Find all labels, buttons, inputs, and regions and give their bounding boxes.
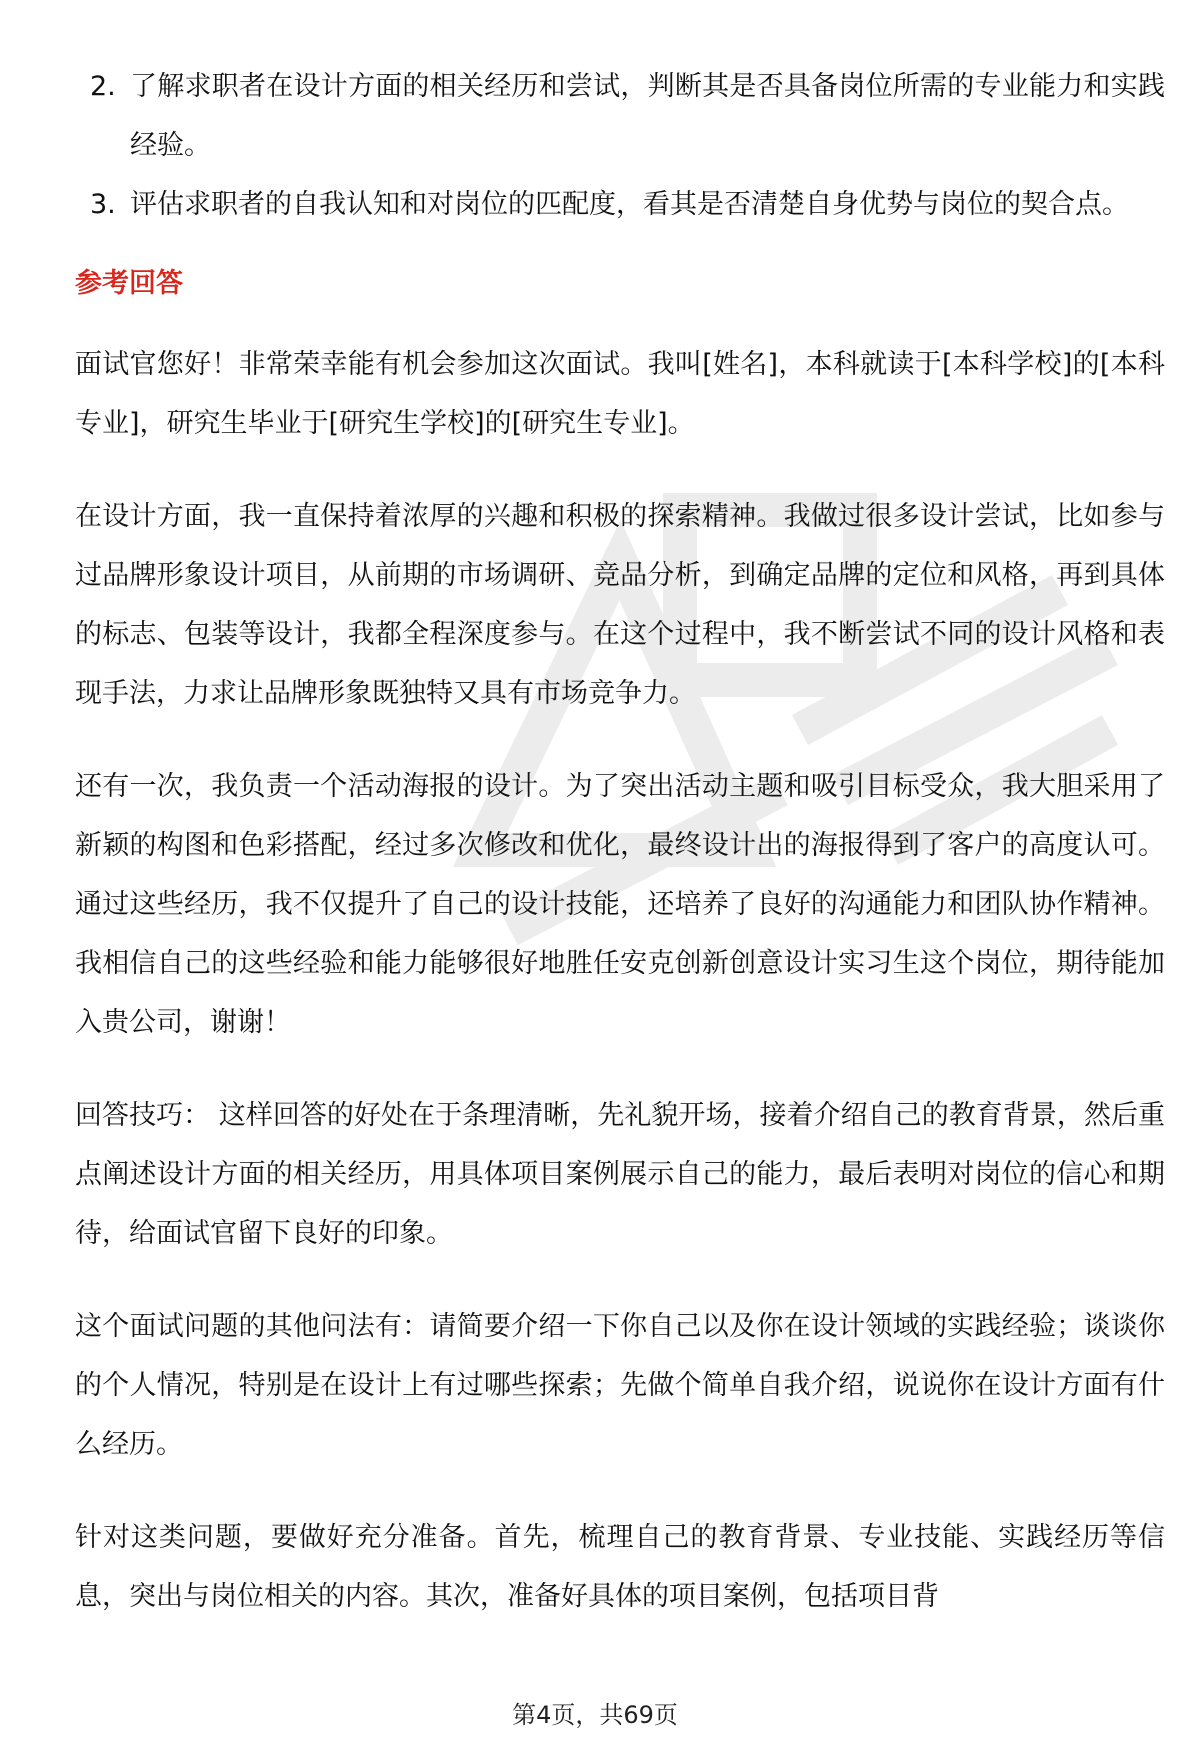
list-item (75, 57, 1165, 175)
page-footer: 第4页，共69页 (512, 1701, 678, 1729)
paragraph: 在设计方面，我一直保持着浓厚的兴趣和积极的探索精神。我做过很多设计尝试，比如参与过品牌形象设计项目，从前期的市场调研、竞品分析，到确定品牌的定位和风格，再到具体的标志、包装等设计，我都全程深度参与。在这个过程中，我不断尝试不同的设计风格和表现手法，力求让品牌形象既独特又具有市场竞争力。 (75, 501, 1165, 709)
list-item (75, 175, 1165, 234)
document-content (75, 57, 1165, 1660)
list-item-number: 2. (90, 71, 116, 102)
paragraph: 回答技巧： 这样回答的好处在于条理清晰，先礼貌开场，接着介绍自己的教育背景，然后重点阐述设计方面的相关经历，用具体项目案例展示自己的能力，最后表明对岗位的信心和期待，给面试官留下良好的印象。 (75, 1100, 1165, 1249)
paragraph: 这个面试问题的其他问法有：请简要介绍一下你自己以及你在设计领域的实践经验；谈谈你的个人情况，特别是在设计上有过哪些探索；先做个简单自我介绍，说说你在设计方面有什么经历。 (75, 1311, 1165, 1460)
section-heading: 参考回答 (75, 268, 183, 299)
paragraph: 针对这类问题，要做好充分准备。首先，梳理自己的教育背景、专业技能、实践经历等信息，突出与岗位相关的内容。其次，准备好具体的项目案例，包括项目背 (75, 1522, 1165, 1612)
paragraph: 还有一次，我负责一个活动海报的设计。为了突出活动主题和吸引目标受众，我大胆采用了新颖的构图和色彩搭配，经过多次修改和优化，最终设计出的海报得到了客户的高度认可。通过这些经历，我不仅提升了自己的设计技能，还培养了良好的沟通能力和团队协作精神。我相信自己的这些经验和能力能够很好地胜任安克创新创意设计实习生这个岗位，期待能加入贵公司，谢谢！ (75, 771, 1165, 1038)
list-item-number: 3. (90, 189, 116, 220)
list-item-text: 评估求职者的自我认知和对岗位的匹配度，看其是否清楚自身优势与岗位的契合点。 (130, 189, 1129, 220)
paragraph: 面试官您好！非常荣幸能有机会参加这次面试。我叫[姓名]，本科就读于[本科学校]的[本科专业]，研究生毕业于[研究生学校]的[研究生专业]。 (75, 349, 1165, 439)
list-item-text: 了解求职者在设计方面的相关经历和尝试，判断其是否具备岗位所需的专业能力和实践经验。 (130, 71, 1165, 161)
